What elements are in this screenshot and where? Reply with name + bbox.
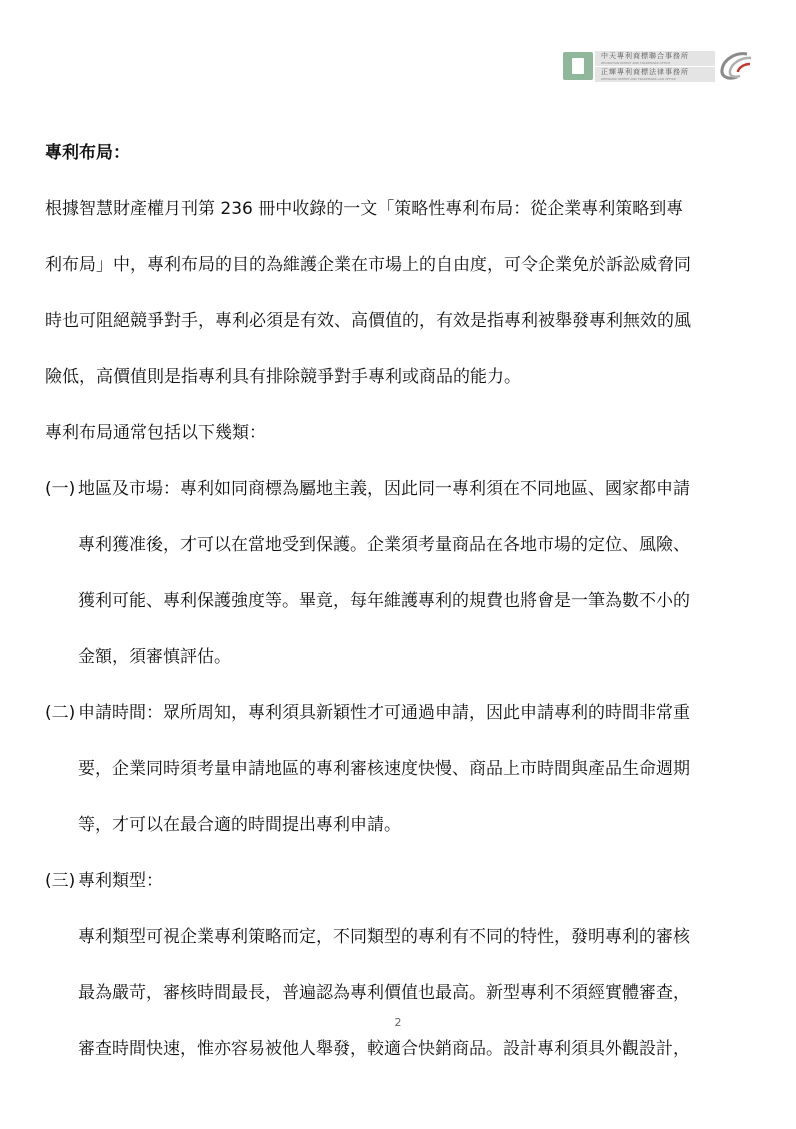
paragraph-line: 險低，高價值則是指專利具有排除競爭對手專利或商品的能力。 <box>45 367 521 387</box>
list-item <box>45 853 760 909</box>
paragraph-line: 時也可阻絕競爭對手，專利必須是有效、高價值的，有效是指專利被舉發專利無效的風 <box>45 311 691 331</box>
intro-paragraph <box>45 181 760 405</box>
list-item <box>45 461 760 685</box>
list-item-number: (二) <box>45 703 76 723</box>
list-item-number: (三) <box>45 871 76 891</box>
logo-sub-1: ZHONGTIAN PATENT AND TRADEMARK OFFICE <box>601 61 671 65</box>
paragraph-line: 專利獲准後，才可以在當地受到保護。企業須考量商品在各地市場的定位、風險、 <box>78 535 690 555</box>
paragraph-line: 金額，須審慎評估。 <box>78 647 231 667</box>
paragraph-line: 專利類型可視企業專利策略而定，不同類型的專利有不同的特性，發明專利的審核 <box>78 927 690 947</box>
page-number: 2 <box>394 1016 402 1029</box>
paragraph-line: 要，企業同時須考量申請地區的專利審核速度快慢、商品上市時間與產品生命週期 <box>78 759 690 779</box>
paragraph-line: 利布局」中，專利布局的目的為維護企業在市場上的自由度，可令企業免於訴訟威脅同 <box>45 255 691 275</box>
firm-logo <box>563 50 753 82</box>
list-item-number: (一) <box>45 479 76 499</box>
list-item <box>45 685 760 853</box>
document-body <box>45 125 760 1077</box>
paragraph-line: 等，才可以在最合適的時間提出專利申請。 <box>78 815 401 835</box>
logo-line-2: 正輝專利商標法律事務所 <box>601 68 689 76</box>
list-intro: 專利布局通常包括以下幾類： <box>45 423 266 443</box>
section-title: 專利布局： <box>45 143 130 163</box>
paragraph-line: 根據智慧財產權月刊第 236 冊中收錄的一文「策略性專利布局：從企業專利策略到專 <box>45 199 684 219</box>
logo-mark-icon <box>563 52 593 80</box>
paragraph-line: 專利類型： <box>78 871 163 891</box>
logo-line-1: 中天專利商標聯合事務所 <box>601 52 689 60</box>
paragraph-line: 獲利可能、專利保護強度等。畢竟，每年維護專利的規費也將會是一筆為數不小的 <box>78 591 690 611</box>
logo-sub-2: ZHENGHUI PATENT AND TRADEMARK LAW OFFICE <box>601 77 676 81</box>
paragraph-line: 最為嚴苛，審核時間最長，普遍認為專利價值也最高。新型專利不須經實體審查， <box>78 983 690 1003</box>
type-paragraph <box>45 909 760 1077</box>
paragraph-line: 地區及市場：專利如同商標為屬地主義，因此同一專利須在不同地區、國家都申請 <box>78 479 690 499</box>
paragraph-line: 審查時間快速，惟亦容易被他人舉發，較適合快銷商品。設計專利須具外觀設計， <box>78 1039 690 1059</box>
paragraph-line: 申請時間：眾所周知，專利須具新穎性才可通過申請，因此申請專利的時間非常重 <box>78 703 690 723</box>
logo-swoosh-icon <box>717 50 753 82</box>
